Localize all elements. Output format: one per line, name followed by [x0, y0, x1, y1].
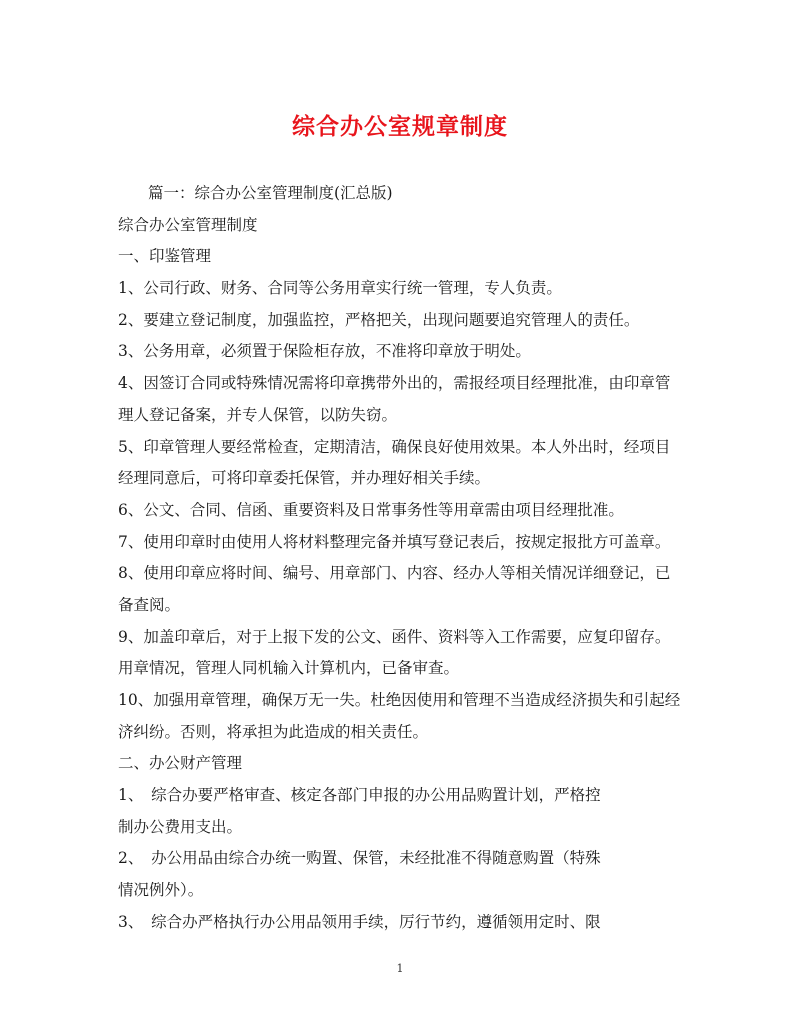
- text-line: 9、加盖印章后，对于上报下发的公文、函件、资料等入工作需要，应复印留存。: [118, 627, 671, 646]
- text-line: 7、使用印章时由使用人将材料整理完备并填写登记表后，按规定报批方可盖章。: [118, 532, 671, 551]
- page-number: 1: [396, 962, 404, 975]
- text-line: 制办公费用支出。: [118, 817, 243, 836]
- text-line: 用章情况，管理人同机输入计算机内，已备审查。: [118, 659, 460, 678]
- text-line: 8、使用印章应将时间、编号、用章部门、内容、经办人等相关情况详细登记，已: [118, 564, 671, 583]
- text-line: 2、 办公用品由综合办统一购置、保管，未经批准不得随意购置（特殊: [118, 849, 601, 868]
- text-line: 4、因签订合同或特殊情况需将印章携带外出的，需报经项目经理批准，由印章管: [118, 374, 671, 393]
- text-line: 经理同意后，可将印章委托保管，并办理好相关手续。: [118, 469, 491, 488]
- section-heading: 二、办公财产管理: [118, 754, 243, 773]
- document-title: 综合办公室规章制度: [292, 113, 508, 140]
- text-line: 理人登记备案，并专人保管，以防失窃。: [118, 405, 398, 424]
- text-line: 3、公务用章，必须置于保险柜存放，不准将印章放于明处。: [118, 342, 531, 361]
- text-line: 1、公司行政、财务、合同等公务用章实行统一管理，专人负责。: [118, 279, 562, 298]
- text-line: 3、 综合办严格执行办公用品领用手续，厉行节约，遵循领用定时、限: [118, 912, 601, 931]
- text-line: 备查阅。: [118, 595, 181, 614]
- text-line: 1、 综合办要严格审查、核定各部门申报的办公用品购置计划，严格控: [118, 786, 601, 805]
- text-line: 6、公文、合同、信函、重要资料及日常事务性等用章需由项目经理批准。: [118, 500, 624, 519]
- text-line: 10、加强用章管理，确保万无一失。杜绝因使用和管理不当造成经济损失和引起经: [118, 691, 681, 709]
- document-body: [118, 178, 693, 939]
- text-line: 情况例外）。: [118, 881, 204, 900]
- text-line: 综合办公室管理制度: [118, 215, 258, 234]
- text-line: 5、印章管理人要经常检查，定期清洁，确保良好使用效果。本人外出时，经项目: [118, 437, 671, 456]
- section-heading: 一、印鉴管理: [118, 247, 212, 266]
- text-line: 2、要建立登记制度，加强监控，严格把关，出现问题要追究管理人的责任。: [118, 310, 640, 329]
- section-heading: 篇一：综合办公室管理制度(汇总版): [148, 184, 393, 202]
- text-line: 济纠纷。否则，将承担为此造成的相关责任。: [118, 722, 429, 741]
